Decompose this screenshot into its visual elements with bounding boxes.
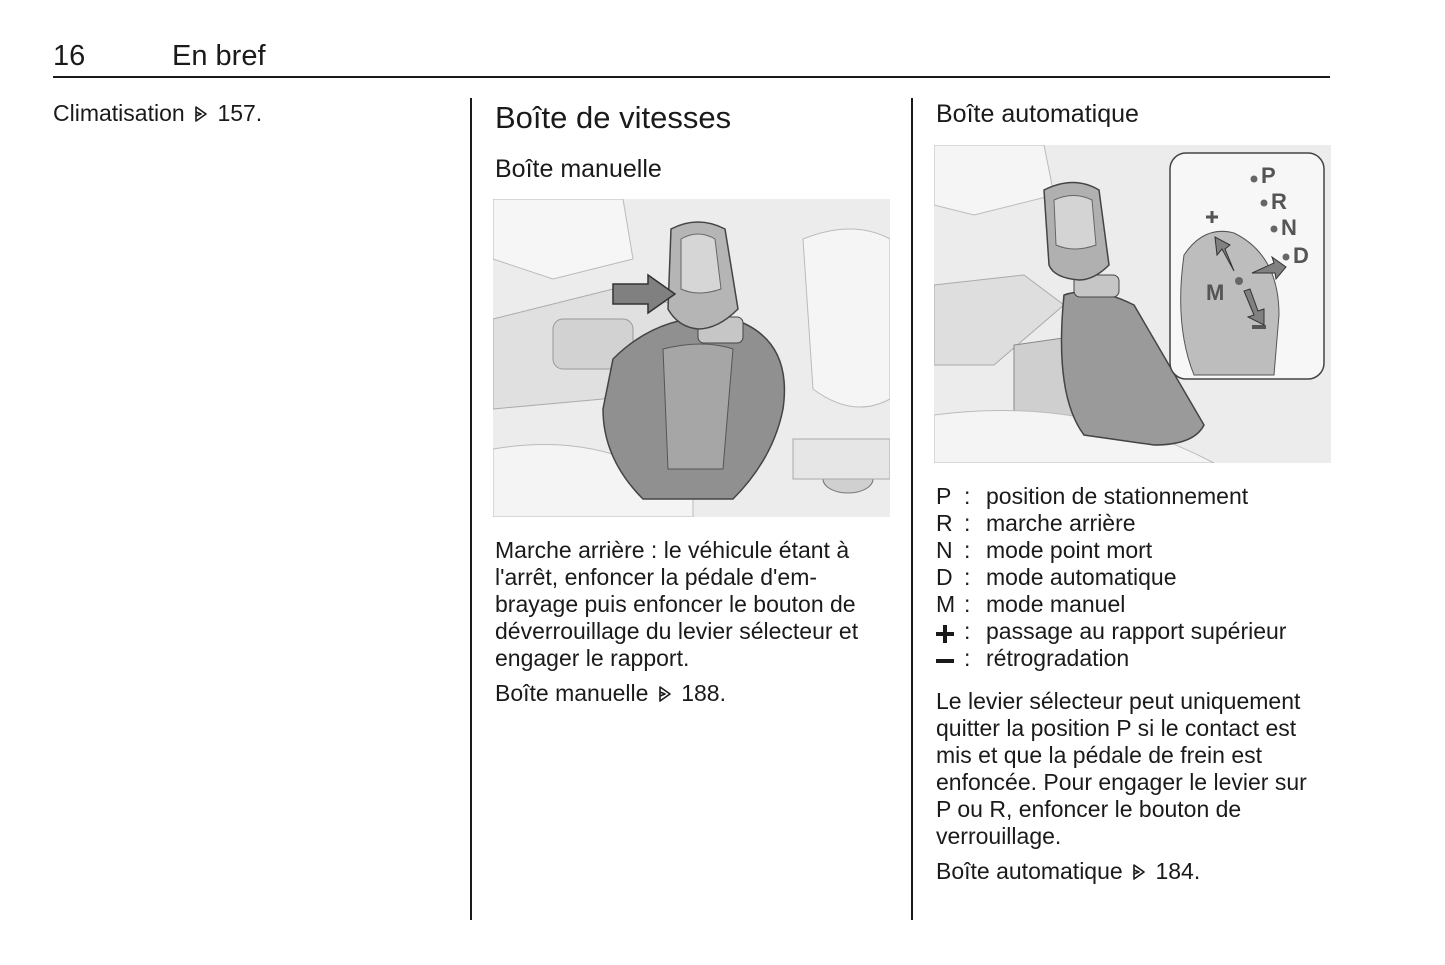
- legend-key: P: [936, 483, 952, 509]
- cross-reference-automatic[interactable]: [936, 858, 1336, 885]
- text-line: brayage puis enfoncer le bouton de: [495, 591, 856, 617]
- text-line: déverrouillage du levier sélecteur et: [495, 618, 859, 644]
- text-segment: quitter la position: [936, 715, 1117, 741]
- minus-icon: [936, 652, 954, 670]
- text-line: verrouillage.: [936, 823, 1062, 849]
- inset-label-p: P: [1261, 163, 1276, 188]
- inset-label-m: M: [1206, 280, 1225, 305]
- inset-label-n: N: [1281, 215, 1297, 240]
- legend-row-minus: [936, 645, 1286, 672]
- text-line: mis et que la pédale de frein est: [936, 742, 1263, 768]
- plus-icon: [936, 625, 954, 643]
- text-line: engager le rapport.: [495, 645, 690, 671]
- legend-key: N: [936, 537, 953, 563]
- gear-letter: R: [989, 796, 1006, 822]
- legend-row-p: [936, 483, 1286, 510]
- inset-label-d: D: [1293, 243, 1309, 268]
- column-divider-2: [911, 98, 913, 920]
- legend-desc: mode automatique: [986, 564, 1177, 590]
- legend-key: R: [936, 510, 953, 536]
- manual-gear-lever-illustration: [493, 199, 890, 517]
- text-line: Marche arrière : le véhicule étant à: [495, 537, 850, 563]
- legend-colon: :: [964, 591, 971, 617]
- legend-colon: :: [964, 645, 971, 671]
- xref-label: Climatisation: [53, 100, 185, 126]
- gear-position-legend: [936, 483, 1286, 672]
- header-rule: [53, 76, 1330, 78]
- legend-row-plus: [936, 618, 1286, 645]
- legend-desc: rétrogradation: [986, 645, 1130, 671]
- legend-colon: :: [964, 483, 971, 509]
- gear-letter: P: [1116, 715, 1132, 741]
- xref-page: 188.: [681, 680, 726, 706]
- text-segment: si le contact est: [1131, 715, 1297, 741]
- legend-key: [936, 618, 964, 645]
- legend-row-n: [936, 537, 1286, 564]
- xref-label: Boîte automatique: [936, 858, 1123, 884]
- column-divider-1: [470, 98, 472, 920]
- legend-key: D: [936, 564, 953, 590]
- legend-desc: passage au rapport supérieur: [986, 618, 1287, 644]
- xref-page: 157.: [217, 100, 263, 126]
- automatic-gearbox-text: [936, 688, 1336, 885]
- gearbox-heading: Boîte de vitesses: [495, 100, 732, 135]
- page-number: 16: [53, 40, 86, 72]
- text-line: l'arrêt, enfoncer la pédale d'em-: [495, 564, 818, 590]
- selector-lever-note: [936, 688, 1336, 850]
- cross-reference-manual[interactable]: [495, 680, 895, 707]
- left-column: [53, 100, 453, 127]
- legend-colon: :: [964, 618, 971, 644]
- inset-label-r: R: [1271, 189, 1287, 214]
- legend-desc: mode point mort: [986, 537, 1153, 563]
- legend-colon: :: [964, 510, 971, 536]
- legend-row-r: [936, 510, 1286, 537]
- legend-colon: :: [964, 564, 971, 590]
- xref-page: 184.: [1155, 858, 1201, 884]
- text-segment: ou: [950, 796, 990, 822]
- legend-desc: mode manuel: [986, 591, 1126, 617]
- page-reference-icon: [193, 105, 209, 123]
- cross-reference-climatisation[interactable]: [53, 100, 453, 127]
- legend-desc: position de stationnement: [986, 483, 1249, 509]
- section-title: En bref: [172, 40, 266, 72]
- text-line: enfoncée. Pour engager le levier sur: [936, 769, 1307, 795]
- legend-desc: marche arrière: [986, 510, 1136, 536]
- page-reference-icon: [657, 685, 673, 703]
- reverse-gear-instructions: [495, 537, 895, 672]
- legend-row-d: [936, 564, 1286, 591]
- page-reference-icon: [1131, 863, 1147, 881]
- text-segment: , enfoncer le bouton de: [1005, 796, 1242, 822]
- manual-gearbox-text: [495, 537, 895, 707]
- text-line: Le levier sélecteur peut uniquement: [936, 688, 1301, 714]
- legend-row-m: [936, 591, 1286, 618]
- legend-key: M: [936, 591, 956, 617]
- automatic-gearbox-subheading: Boîte automatique: [936, 100, 1139, 128]
- xref-label: Boîte manuelle: [495, 680, 649, 706]
- gear-letter: P: [936, 796, 951, 822]
- automatic-gear-lever-illustration: [934, 145, 1331, 463]
- legend-key: [936, 645, 964, 672]
- legend-colon: :: [964, 537, 971, 563]
- manual-gearbox-subheading: Boîte manuelle: [495, 155, 662, 183]
